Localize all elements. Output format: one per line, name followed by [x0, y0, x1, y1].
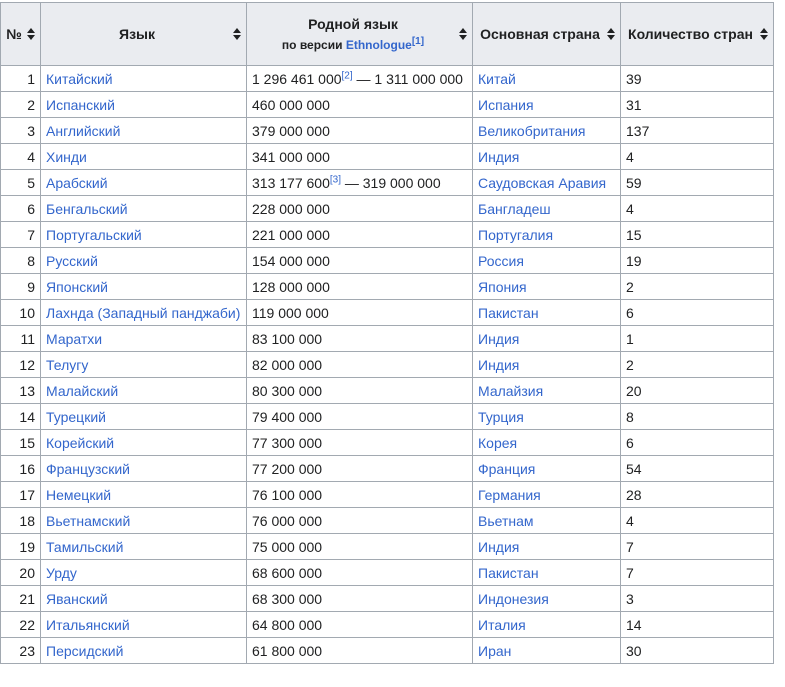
table-row [1, 352, 774, 378]
table-body [1, 66, 774, 664]
row-number: 15 [1, 430, 41, 456]
language-cell [41, 274, 247, 300]
table-row [1, 196, 774, 222]
country-link[interactable]: Индия [478, 148, 520, 165]
country-link[interactable]: Корея [478, 434, 518, 451]
language-link[interactable]: Китайский [46, 70, 113, 87]
speakers-value: 83 100 000 [252, 330, 323, 347]
country-cell [473, 66, 621, 92]
table-row [1, 482, 774, 508]
sort-arrows-icon[interactable] [459, 28, 467, 40]
language-link[interactable]: Телугу [46, 356, 89, 373]
country-link[interactable]: Россия [478, 252, 524, 269]
sort-arrows-icon[interactable] [760, 28, 768, 40]
language-link[interactable]: Португальский [46, 226, 142, 243]
table-row [1, 222, 774, 248]
row-number: 14 [1, 404, 41, 430]
row-number: 5 [1, 170, 41, 196]
speakers-cell [247, 66, 473, 92]
speakers-value: 154 000 000 [252, 252, 330, 269]
country-count-cell: 4 [621, 196, 774, 222]
language-link[interactable]: Японский [46, 278, 108, 295]
table-row [1, 248, 774, 274]
country-count-cell: 6 [621, 430, 774, 456]
speakers-cell [247, 508, 473, 534]
column-header-country-count[interactable] [621, 3, 774, 66]
column-header-country-label: Основная страна [480, 26, 600, 42]
language-link[interactable]: Урду [46, 564, 77, 581]
country-cell [473, 300, 621, 326]
language-cell [41, 404, 247, 430]
country-count-cell: 31 [621, 92, 774, 118]
language-link[interactable]: Хинди [46, 148, 87, 165]
speakers-value: 119 000 000 [252, 304, 329, 321]
speakers-upper-bound: — 319 000 000 [340, 174, 441, 191]
sort-arrows-icon[interactable] [233, 28, 241, 40]
country-count-cell: 19 [621, 248, 774, 274]
row-number: 21 [1, 586, 41, 612]
table-row [1, 118, 774, 144]
row-number: 10 [1, 300, 41, 326]
table-row [1, 300, 774, 326]
speakers-value: 313 177 600 [252, 174, 330, 191]
country-count-cell: 7 [621, 560, 774, 586]
column-header-sub-prefix: по версии [281, 38, 346, 52]
country-cell [473, 482, 621, 508]
language-link[interactable]: Тамильский [46, 538, 124, 555]
table-header-row [1, 3, 774, 66]
row-number: 2 [1, 92, 41, 118]
speakers-cell [247, 92, 473, 118]
table-row [1, 430, 774, 456]
speakers-value: 228 000 000 [252, 200, 330, 217]
row-number: 12 [1, 352, 41, 378]
country-cell [473, 326, 621, 352]
language-cell [41, 586, 247, 612]
country-count-cell: 15 [621, 222, 774, 248]
language-link[interactable]: Испанский [46, 96, 115, 113]
speakers-value: 64 800 000 [252, 616, 323, 633]
country-count-cell: 8 [621, 404, 774, 430]
speakers-cell [247, 352, 473, 378]
speakers-value: 68 300 000 [252, 590, 323, 607]
country-count-cell: 2 [621, 352, 774, 378]
speakers-value: 79 400 000 [252, 408, 323, 425]
row-number: 7 [1, 222, 41, 248]
language-cell [41, 534, 247, 560]
row-number: 8 [1, 248, 41, 274]
country-count-cell: 137 [621, 118, 774, 144]
country-cell [473, 248, 621, 274]
country-link[interactable]: Великобритания [478, 122, 586, 139]
country-cell [473, 144, 621, 170]
ethnologue-link[interactable]: Ethnologue [345, 38, 412, 52]
speakers-value: 341 000 000 [252, 148, 330, 165]
speakers-cell [247, 430, 473, 456]
language-link[interactable]: Итальянский [46, 616, 130, 633]
country-count-cell: 4 [621, 508, 774, 534]
language-cell [41, 378, 247, 404]
sort-arrows-icon[interactable] [607, 28, 615, 40]
country-link[interactable]: Малайзия [478, 382, 544, 399]
speakers-cell [247, 638, 473, 664]
country-count-cell: 30 [621, 638, 774, 664]
reference-link[interactable]: [2] [341, 69, 353, 81]
country-count-cell: 4 [621, 144, 774, 170]
column-header-language-label: Язык [119, 26, 155, 42]
table-row [1, 92, 774, 118]
table-row [1, 586, 774, 612]
country-count-cell: 39 [621, 66, 774, 92]
country-count-cell: 7 [621, 534, 774, 560]
row-number: 11 [1, 326, 41, 352]
language-cell [41, 144, 247, 170]
country-link[interactable]: Иран [478, 642, 512, 659]
country-cell [473, 92, 621, 118]
row-number: 17 [1, 482, 41, 508]
country-count-cell: 59 [621, 170, 774, 196]
row-number: 6 [1, 196, 41, 222]
country-count-cell: 28 [621, 482, 774, 508]
language-link[interactable]: Корейский [46, 434, 115, 451]
row-number: 1 [1, 66, 41, 92]
table-row [1, 274, 774, 300]
table-row [1, 534, 774, 560]
speakers-cell [247, 196, 473, 222]
table-row [1, 456, 774, 482]
languages-table [0, 2, 774, 664]
table-row [1, 404, 774, 430]
country-link[interactable]: Португалия [478, 226, 554, 243]
speakers-cell [247, 118, 473, 144]
country-cell [473, 170, 621, 196]
country-link[interactable]: Пакистан [478, 564, 539, 581]
row-number: 16 [1, 456, 41, 482]
language-cell [41, 352, 247, 378]
column-header-country-count-label: Количество стран [628, 26, 753, 42]
country-cell [473, 586, 621, 612]
row-number: 13 [1, 378, 41, 404]
language-link[interactable]: Русский [46, 252, 98, 269]
speakers-cell [247, 222, 473, 248]
reference-link[interactable]: [3] [329, 173, 341, 185]
language-cell [41, 66, 247, 92]
language-cell [41, 638, 247, 664]
speakers-upper-bound: — 1 311 000 000 [352, 70, 463, 87]
country-cell [473, 430, 621, 456]
country-link[interactable]: Япония [478, 278, 527, 295]
country-link[interactable]: Италия [478, 616, 526, 633]
speakers-cell [247, 378, 473, 404]
row-number: 18 [1, 508, 41, 534]
table-row [1, 560, 774, 586]
table-row [1, 638, 774, 664]
language-link[interactable]: Вьетнамский [46, 512, 131, 529]
country-count-cell: 54 [621, 456, 774, 482]
speakers-value: 77 200 000 [252, 460, 323, 477]
speakers-value: 460 000 000 [252, 96, 330, 113]
country-link[interactable]: Турция [478, 408, 524, 425]
language-cell [41, 248, 247, 274]
speakers-cell [247, 248, 473, 274]
country-cell [473, 274, 621, 300]
language-cell [41, 92, 247, 118]
table-row [1, 378, 774, 404]
speakers-value: 128 000 000 [252, 278, 330, 295]
language-link[interactable]: Бенгальский [46, 200, 128, 217]
language-cell [41, 612, 247, 638]
speakers-cell [247, 482, 473, 508]
country-cell [473, 560, 621, 586]
row-number: 20 [1, 560, 41, 586]
table-row [1, 170, 774, 196]
country-link[interactable]: Индия [478, 330, 520, 347]
language-cell [41, 560, 247, 586]
speakers-cell [247, 300, 473, 326]
speakers-cell [247, 404, 473, 430]
speakers-cell [247, 144, 473, 170]
country-cell [473, 404, 621, 430]
language-link[interactable]: Английский [46, 122, 121, 139]
speakers-cell [247, 170, 473, 196]
table-row [1, 508, 774, 534]
language-cell [41, 430, 247, 456]
speakers-cell [247, 586, 473, 612]
speakers-value: 77 300 000 [252, 434, 323, 451]
table-row [1, 66, 774, 92]
country-link[interactable]: Вьетнам [478, 512, 534, 529]
language-link[interactable]: Турецкий [46, 408, 106, 425]
country-count-cell: 6 [621, 300, 774, 326]
language-link[interactable]: Арабский [46, 174, 108, 191]
speakers-value: 61 800 000 [252, 642, 323, 659]
speakers-value: 221 000 000 [252, 226, 330, 243]
column-header-native-speakers-sub [252, 38, 454, 52]
column-header-language[interactable] [41, 3, 247, 66]
country-count-cell: 3 [621, 586, 774, 612]
language-cell [41, 222, 247, 248]
speakers-value: 76 000 000 [252, 512, 323, 529]
sort-arrows-icon[interactable] [27, 28, 35, 40]
speakers-value: 379 000 000 [252, 122, 330, 139]
country-cell [473, 612, 621, 638]
country-cell [473, 508, 621, 534]
row-number: 22 [1, 612, 41, 638]
language-cell [41, 118, 247, 144]
country-link[interactable]: Саудовская Аравия [478, 174, 607, 191]
language-cell [41, 196, 247, 222]
country-count-cell: 14 [621, 612, 774, 638]
country-count-cell: 2 [621, 274, 774, 300]
country-link[interactable]: Германия [478, 486, 541, 503]
column-header-native-speakers-label: Родной язык [308, 16, 398, 32]
country-cell [473, 196, 621, 222]
speakers-cell [247, 456, 473, 482]
country-cell [473, 456, 621, 482]
speakers-value: 82 000 000 [252, 356, 323, 373]
country-cell [473, 118, 621, 144]
speakers-value: 68 600 000 [252, 564, 323, 581]
language-link[interactable]: Лахнда (Западный панджаби) [46, 304, 241, 321]
language-cell [41, 300, 247, 326]
column-header-number-label: № [6, 26, 22, 42]
language-link[interactable]: Яванский [46, 590, 108, 607]
row-number: 4 [1, 144, 41, 170]
row-number: 3 [1, 118, 41, 144]
country-cell [473, 534, 621, 560]
country-link[interactable]: Испания [478, 96, 534, 113]
speakers-cell [247, 560, 473, 586]
table-row [1, 326, 774, 352]
language-link[interactable]: Немецкий [46, 486, 112, 503]
speakers-cell [247, 326, 473, 352]
speakers-cell [247, 274, 473, 300]
country-link[interactable]: Франция [478, 460, 536, 477]
language-link[interactable]: Малайский [46, 382, 119, 399]
speakers-cell [247, 534, 473, 560]
speakers-value: 80 300 000 [252, 382, 323, 399]
language-cell [41, 482, 247, 508]
row-number: 9 [1, 274, 41, 300]
table-row [1, 612, 774, 638]
country-link[interactable]: Индия [478, 356, 520, 373]
country-cell [473, 378, 621, 404]
country-count-cell: 1 [621, 326, 774, 352]
country-link[interactable]: Бангладеш [478, 200, 551, 217]
row-number: 23 [1, 638, 41, 664]
language-cell [41, 326, 247, 352]
country-cell [473, 222, 621, 248]
speakers-value: 75 000 000 [252, 538, 323, 555]
speakers-value: 76 100 000 [252, 486, 323, 503]
speakers-cell [247, 612, 473, 638]
language-cell [41, 456, 247, 482]
country-link[interactable]: Индия [478, 538, 520, 555]
column-header-number[interactable] [1, 3, 41, 66]
language-cell [41, 508, 247, 534]
country-link[interactable]: Пакистан [478, 304, 539, 321]
reference-link[interactable]: [1] [411, 36, 425, 47]
language-link[interactable]: Персидский [46, 642, 124, 659]
table-row [1, 144, 774, 170]
column-header-country[interactable] [473, 3, 621, 66]
country-link[interactable]: Индонезия [478, 590, 549, 607]
column-header-native-speakers[interactable] [247, 3, 473, 66]
language-link[interactable]: Маратхи [46, 330, 103, 347]
country-count-cell: 20 [621, 378, 774, 404]
speakers-value: 1 296 461 000 [252, 70, 342, 87]
country-cell [473, 638, 621, 664]
language-cell [41, 170, 247, 196]
row-number: 19 [1, 534, 41, 560]
country-link[interactable]: Китай [478, 70, 516, 87]
language-link[interactable]: Французский [46, 460, 130, 477]
country-cell [473, 352, 621, 378]
